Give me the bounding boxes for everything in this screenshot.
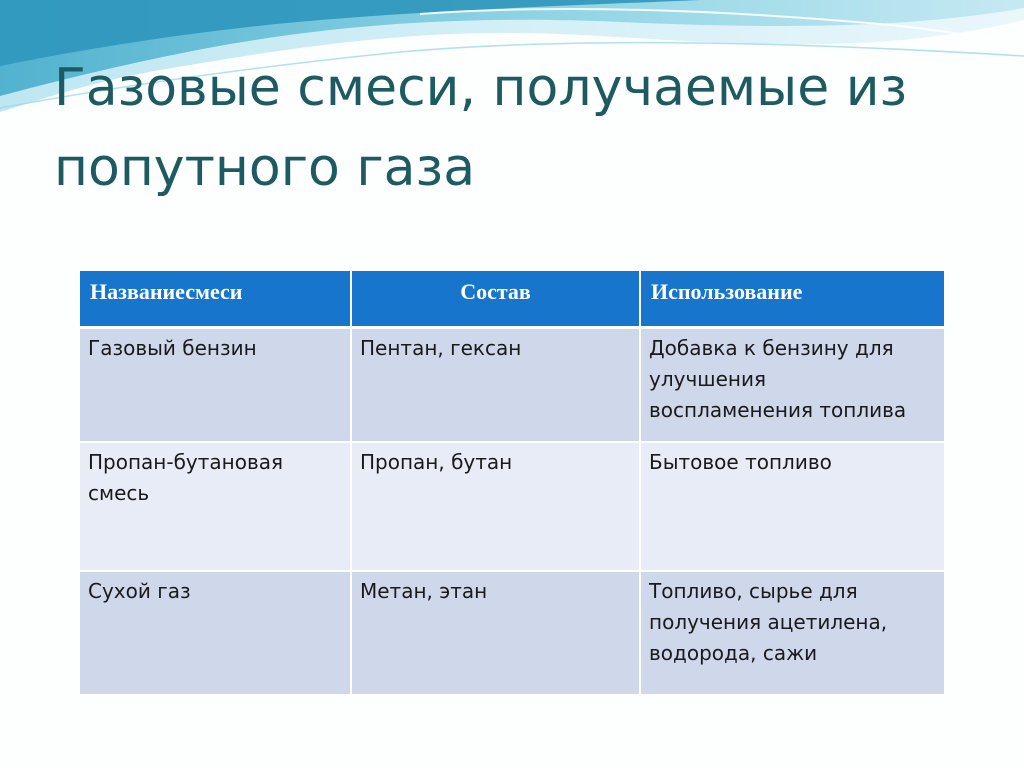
table-row — [80, 572, 944, 696]
cell-mixture-name: Сухой газ — [80, 572, 352, 696]
header-mixture-name: Названиесмеси — [80, 271, 352, 329]
header-composition: Состав — [352, 271, 641, 329]
cell-composition: Пропан, бутан — [352, 443, 641, 572]
header-usage: Использование — [641, 271, 944, 329]
cell-usage: Бытовое топливо — [641, 443, 944, 572]
cell-mixture-name: Газовый бензин — [80, 329, 352, 443]
cell-usage: Топливо, сырье для получения ацетилена, водорода, сажи — [641, 572, 944, 696]
cell-composition: Метан, этан — [352, 572, 641, 696]
slide-title: Газовые смеси, получаемые из попутного газа — [54, 58, 908, 198]
cell-mixture-name: Пропан-бутановая смесь — [80, 443, 352, 572]
gas-mixtures-table — [80, 271, 944, 696]
cell-composition: Пентан, гексан — [352, 329, 641, 443]
table-row — [80, 329, 944, 443]
table-row — [80, 443, 944, 572]
cell-usage: Добавка к бензину для улучшения воспламенения топлива — [641, 329, 944, 443]
table-header-row — [80, 271, 944, 329]
